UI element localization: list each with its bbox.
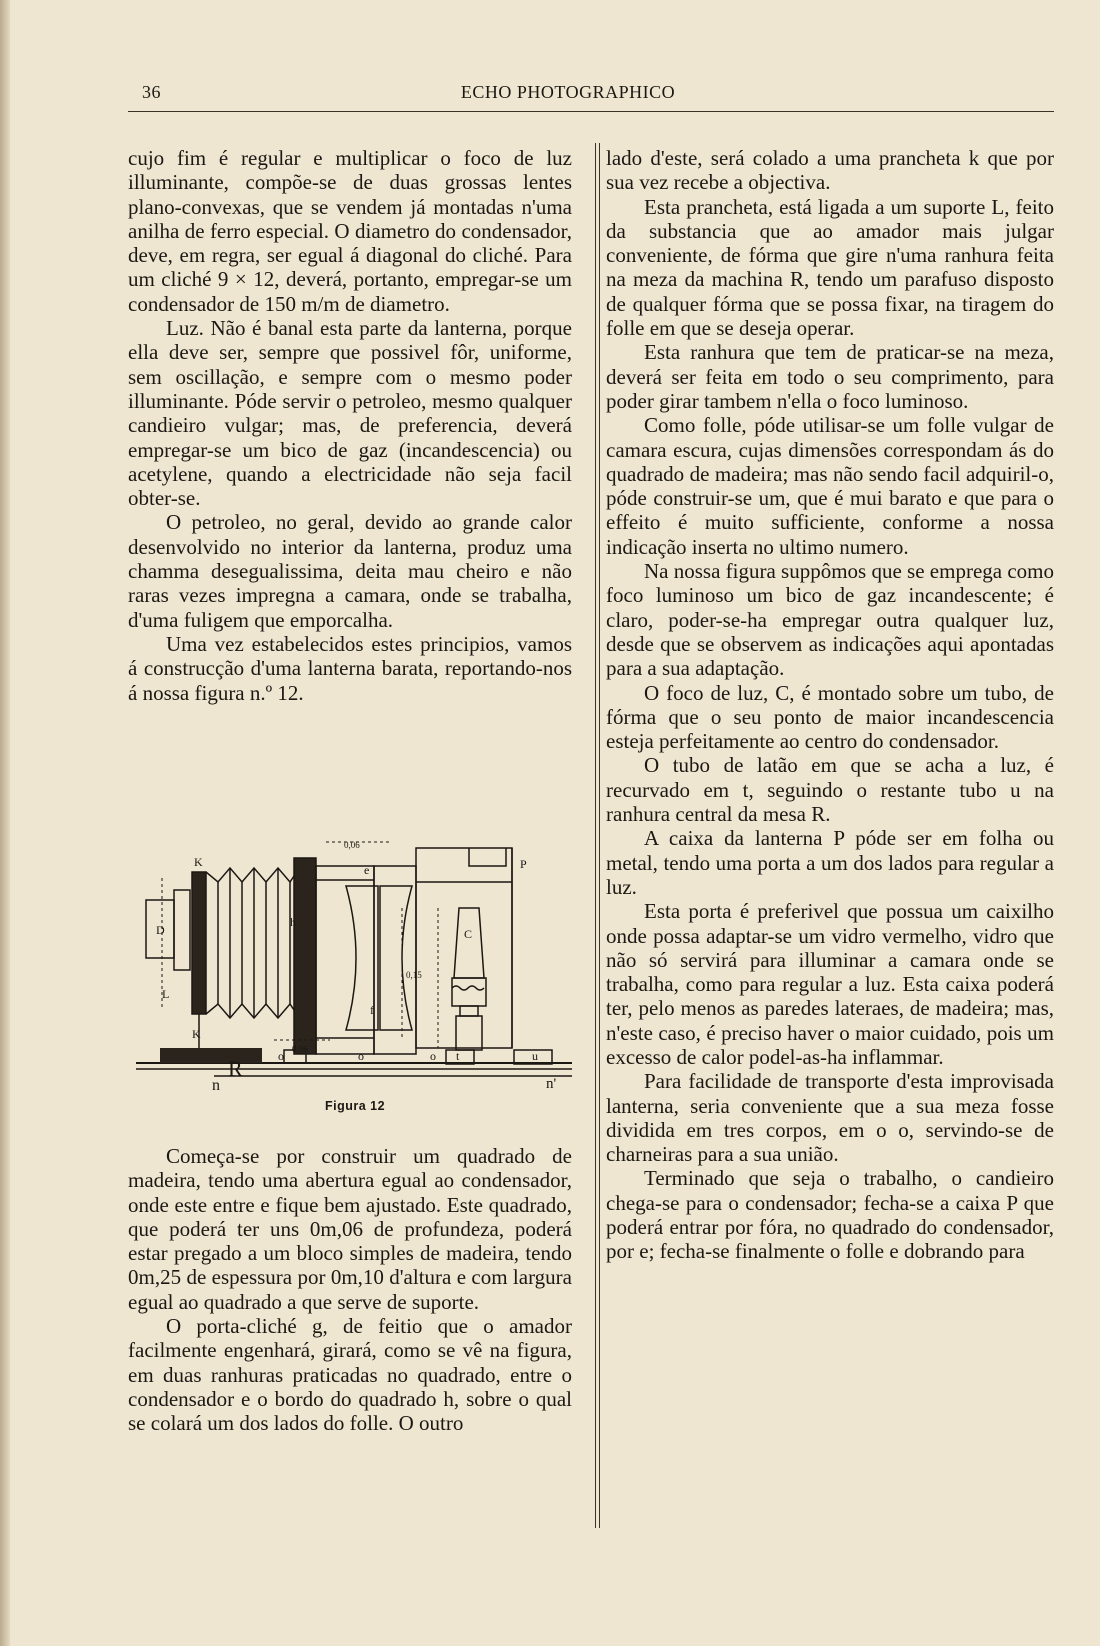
paragraph: A caixa da lanterna P póde ser em folha ou metal, tendo uma porta a um dos lados para regular a luz. bbox=[606, 826, 1054, 899]
dimension-vertical: 0,15 bbox=[406, 970, 422, 980]
paragraph: Na nossa figura suppômos que se emprega como foco luminoso um bico de gaz incandescente; é claro, poder-se-ha empregar outra qualquer luz, desde que se observem as indicações aqui apontadas para a sua adaptação. bbox=[606, 559, 1054, 681]
figure-caption: Figura 12 bbox=[325, 1099, 386, 1113]
label-h: h bbox=[290, 915, 296, 929]
label-n-prime: n' bbox=[546, 1076, 557, 1092]
paragraph: Terminado que seja o trabalho, o candieiro chega-se para o condensador; fecha-se a caixa P que poderá entrar por fóra, no quadrado do condensador, por e; fecha-se finalmente o folle e dobrando para bbox=[606, 1166, 1054, 1264]
paragraph: Esta porta é preferivel que possua um caixilho onde possa adaptar-se um vidro vermelho, vidro que não só servirá para illuminar a camara onde se trabalha, como para regular a luz. Esta caixa poderá ter, pelo menos as paredes lateraes, de madeira; mas, n'este caso, é preciso haver o maior cuidado, pois um excesso de calor podel-as-ha inflammar. bbox=[606, 899, 1054, 1069]
lantern-diagram bbox=[134, 838, 574, 1100]
column-rule bbox=[599, 143, 600, 1528]
dimension-top: 0,06 bbox=[344, 840, 360, 850]
condenser-frame bbox=[294, 858, 316, 1054]
label-R: R bbox=[228, 1056, 243, 1081]
paragraph: Luz. Não é banal esta parte da lanterna, porque ella deve ser, sempre que possivel fôr, uniforme, sem oscillação, e sempre com o mesmo poder illuminante. Póde servir o petroleo, mesmo qualquer candieiro vulgar; mas, de preferencia, deverá empregar-se um bico de gaz (incandescencia) ou acetylene, quando a electricidade não seja facil obter-se. bbox=[128, 316, 572, 511]
lantern-box bbox=[416, 848, 512, 1048]
bellows bbox=[206, 868, 294, 1018]
paragraph: O foco de luz, C, é montado sobre um tubo, de fórma que o seu ponto de maior incandescencia esteja perfeitamente ao centro do condensador. bbox=[606, 680, 1054, 754]
label-o: o bbox=[430, 1049, 436, 1063]
left-column-bottom bbox=[128, 1144, 572, 1436]
label-o: o bbox=[358, 1049, 364, 1063]
paragraph: lado d'este, será colado a uma prancheta k que por sua vez recebe a objectiva. bbox=[606, 146, 1054, 195]
running-title: ECHO PHOTOGRAPHICO bbox=[460, 82, 676, 102]
label-n: n bbox=[212, 1077, 220, 1094]
page-header bbox=[128, 78, 1008, 108]
paragraph: Como folle, póde utilisar-se um folle vulgar de camara escura, cujas dimensões correspondam ás do quadrado de madeira; mas não sendo facil adquiril-o, póde construir-se um, que é mui barato e que para o effeito é muito sufficiente, conforme a nossa indicação inserta no ultimo numero. bbox=[606, 413, 1054, 559]
paragraph: Para facilidade de transporte d'esta improvisada lanterna, seria conveniente que a sua meza fosse dividida em tres corpos, em o o, servindo-se de charneiras para a sua união. bbox=[606, 1069, 1054, 1167]
label-D: D bbox=[156, 923, 165, 937]
label-e: e bbox=[364, 863, 370, 877]
label-t: t bbox=[456, 1049, 460, 1063]
label-C: C bbox=[464, 927, 473, 941]
paragraph: O tubo de latão em que se acha a luz, é recurvado em t, seguindo o restante tubo u na ranhura central da mesa R. bbox=[606, 753, 1054, 827]
paragraph: O porta-cliché g, de feitio que o amador facilmente engenhará, girará, como se vê na figura, em duas ranhuras praticadas no quadrado, entre o condensador e o bordo do quadrado h, sobre o qual se colará um dos lados do folle. O outro bbox=[128, 1314, 572, 1436]
paragraph: Esta ranhura que tem de praticar-se na meza, deverá ser feita em todo o seu comprimento, para poder girar tambem n'ella o foco luminoso. bbox=[606, 340, 1054, 413]
right-column bbox=[606, 146, 1054, 1264]
label-K-bottom: K bbox=[192, 1027, 201, 1041]
base-hatch bbox=[160, 1048, 262, 1063]
label-o: o bbox=[278, 1049, 284, 1063]
paragraph: O petroleo, no geral, devido ao grande calor desenvolvido no interior da lanterna, produz uma chamma desegualissima, deita mau cheiro e não raras vezes impregna a camara, onde se trabalha, d'uma fuligem que emporcalha. bbox=[128, 510, 572, 632]
label-f: f bbox=[370, 1003, 374, 1017]
paragraph: Esta prancheta, está ligada a um suporte L, feito da substancia que ao amador mais julgar conveniente, de fórma que gire n'uma ranhura feita na meza da machina R, tendo um parafuso disposto de qualquer fórma que se possa fixar, na tiragem do folle em que se deseja operar. bbox=[606, 194, 1054, 341]
paragraph: cujo fim é regular e multiplicar o foco de luz illuminante, compõe-se de duas grossas lentes plano-convexas, que se vendem já montadas n'uma anilha de ferro especial. O diametro do condensador, deve, em regra, ser egual á diagonal do cliché. Para um cliché 9 × 12, deverá, portanto, empregar-se um condensador de 150 m/m de diametro. bbox=[128, 146, 572, 316]
page-number: 36 bbox=[142, 82, 161, 102]
lens-board bbox=[192, 872, 206, 1014]
label-P: P bbox=[520, 857, 527, 871]
label-L: L bbox=[162, 987, 170, 1001]
paragraph: Uma vez estabelecidos estes principios, vamos á construcção d'uma lanterna barata, reportando-nos á nossa figura n.º 12. bbox=[128, 631, 572, 705]
label-K-top: K bbox=[194, 855, 203, 869]
header-rule bbox=[128, 111, 1054, 112]
left-column-top bbox=[128, 146, 572, 705]
page-edge bbox=[0, 0, 10, 1646]
column-rule bbox=[595, 143, 596, 1528]
dimension-bottom: 0,06 bbox=[292, 1044, 308, 1054]
burner bbox=[454, 908, 484, 978]
label-u: u bbox=[532, 1049, 538, 1063]
paragraph: Começa-se por construir um quadrado de madeira, tendo uma abertura egual ao condensador, onde este entre e fique bem ajustado. Este quadrado, que poderá ter uns 0m,06 de profundeza, poderá estar pregado a um bloco simples de madeira, tendo 0m,25 de espessura por 0m,10 d'altura e com largura egual ao quadrado a que serve de suporte. bbox=[128, 1144, 572, 1314]
condenser-lens bbox=[380, 886, 412, 1030]
